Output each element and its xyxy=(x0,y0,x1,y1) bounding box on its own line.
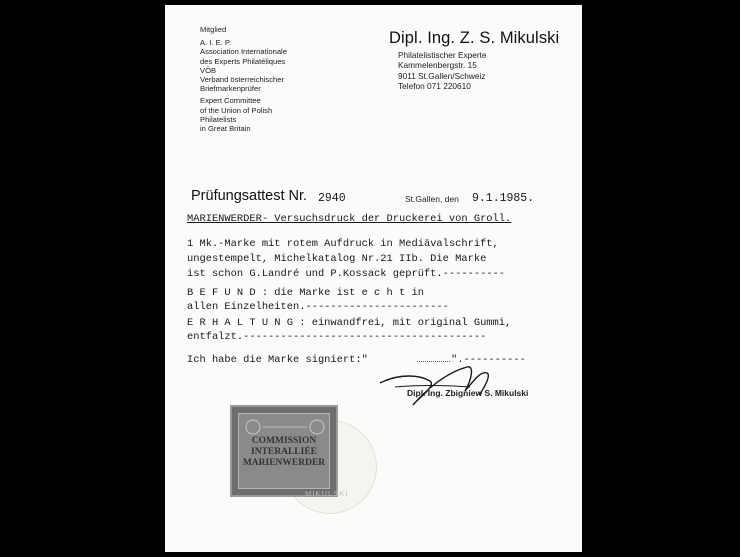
erhaltung-line: entfalzt.--------------------------------------- xyxy=(187,331,487,343)
membership-line: VÖB xyxy=(200,65,217,75)
stamp-frame xyxy=(238,413,330,489)
contact-line: Kammelenbergstr. 15 xyxy=(398,60,477,71)
befund-line: B E F U N D : die Marke ist e c h t in xyxy=(187,287,424,299)
description-line: ist schon G.Landré und P.Kossack geprüft.---------- xyxy=(187,268,506,280)
membership-line: Briefmarkenprüfer xyxy=(200,84,261,94)
stamp-overprint-line: MARIENWERDER xyxy=(242,458,326,468)
stamp-ornament xyxy=(243,417,327,437)
expert-name: Dipl. Ing. Z. S. Mikulski xyxy=(389,29,560,47)
description-line: ungestempelt, Michelkatalog Nr.21 IIb. Die Marke xyxy=(187,253,487,265)
contact-line: Telefon 071 220610 xyxy=(398,81,471,92)
membership-line: Verband österreichischer xyxy=(200,75,284,85)
expert-contact xyxy=(398,50,487,92)
handwritten-signature xyxy=(375,361,515,411)
contact-line: Philatelistischer Experte xyxy=(398,50,487,60)
place-date-label: St.Gallen, den xyxy=(405,194,459,204)
contact-line: 9011 St.Gallen/Schweiz xyxy=(398,70,486,81)
membership-line: Mitglied xyxy=(200,25,227,34)
membership-line: Expert Committee xyxy=(200,96,261,106)
certificate-number: 2940 xyxy=(318,192,346,205)
stamp-overprint-line: COMMISSION xyxy=(251,436,317,446)
membership-line: A. I. E. P. xyxy=(200,38,232,48)
stamp-overprint-line: INTERALLIÉE xyxy=(251,447,317,457)
befund-line: allen Einzelheiten.----------------------- xyxy=(187,301,449,313)
certificate-date: 9.1.1985. xyxy=(472,192,535,205)
signed-line-tail: ".---------- xyxy=(451,354,526,366)
certificate-page xyxy=(165,5,582,552)
membership-block xyxy=(200,25,287,133)
membership-line: Philatelists xyxy=(200,114,237,124)
description-line: 1 Mk.-Marke mit rotem Aufdruck in Mediävalschrift, xyxy=(187,238,499,250)
membership-line: in Great Britain xyxy=(200,124,251,134)
seal-text: MIKULSKI xyxy=(305,489,349,498)
subject-line: MARIENWERDER- Versuchsdruck der Druckerei von Groll. xyxy=(187,213,512,225)
erhaltung-line: E R H A L T U N G : einwandfrei, mit original Gummi, xyxy=(187,317,512,329)
membership-line: Association Internationale xyxy=(200,47,287,57)
membership-line: of the Union of Polish xyxy=(200,105,273,115)
printed-signature-name: Dipl. Ing. Zbigniew S. Mikulski xyxy=(407,388,529,398)
signed-line: Ich habe die Marke signiert:" xyxy=(187,354,368,366)
stamp-image xyxy=(230,405,338,497)
membership-line: des Experts Philatéliques xyxy=(200,56,286,66)
certificate-title: Prüfungsattest Nr. xyxy=(191,188,308,204)
